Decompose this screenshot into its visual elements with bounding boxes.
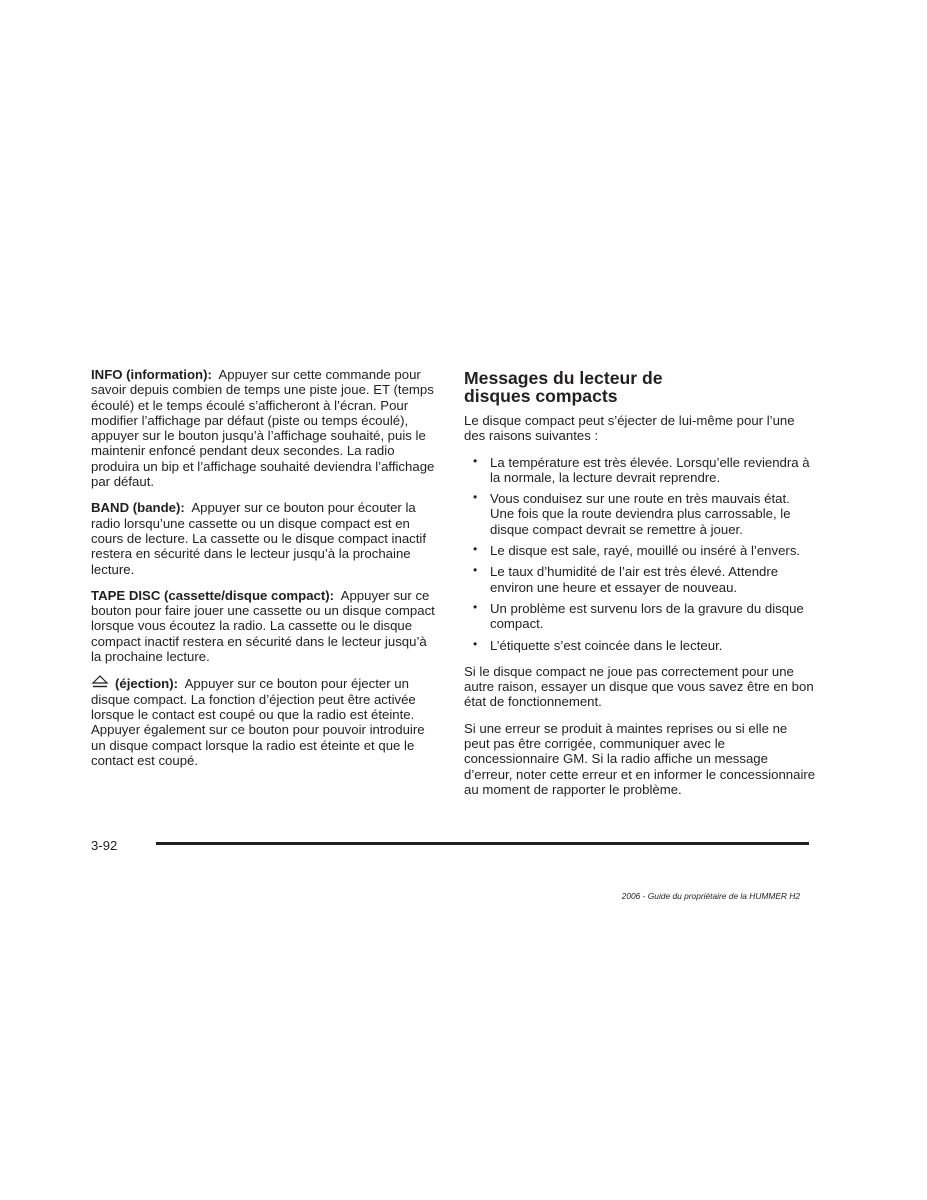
band-paragraph [91, 500, 439, 576]
footer-divider [156, 842, 809, 845]
info-term: INFO (information): [91, 367, 212, 382]
tape-disc-term: TAPE DISC (cassette/disque compact): [91, 587, 335, 603]
band-text: Appuyer sur ce bouton pour écouter la radio lorsqu’une cassette ou un disque compact est en cours de lecture. La cassette ou le disque compact inactif restera en sécurité dans le lecteur jusqu’à la prochaine lecture. [91, 500, 426, 577]
right-column [464, 367, 816, 808]
list-item [464, 564, 816, 595]
list-item-text: Un problème est survenu lors de la gravure du disque compact. [490, 600, 804, 632]
list-item [464, 543, 816, 558]
section-title: Messages du lecteur de disques compacts [464, 368, 663, 406]
eject-term: (éjection): [115, 676, 179, 692]
bullet-icon: • [473, 563, 478, 578]
eject-paragraph [91, 675, 439, 768]
band-term: BAND (bande): [91, 500, 185, 516]
info-text: Appuyer sur cette commande pour savoir depuis combien de temps une piste joue. ET (temps écoulé) et le temps écoulé s’afficheront à l’écran. Pour modifier l’affichage par défaut (piste ou temps écoulé), appuyer sur le bouton jusqu’à l’affichage souhaité, puis le maintenir enfoncé pendant deux secondes. La radio produira un bip et l’affichage souhaité deviendra l’affichage par défaut. [91, 367, 435, 490]
tape-disc-paragraph [91, 588, 439, 664]
reasons-list [464, 455, 816, 653]
info-paragraph [91, 367, 439, 489]
page-number: 3-92 [91, 838, 118, 853]
list-item [464, 455, 816, 486]
bullet-icon: • [473, 542, 478, 557]
list-item-text: Le disque est sale, rayé, mouillé ou inséré à l’envers. [490, 543, 801, 559]
list-item-text: La température est très élevée. Lorsqu’elle reviendra à la normale, la lecture devrait reprendre. [490, 454, 810, 485]
footer-credit: 2006 - Guide du propriétaire de la HUMMER H2 [621, 891, 800, 901]
list-item [464, 601, 816, 632]
list-item-text: Le taux d’humidité de l’air est très élevé. Attendre environ une heure et essayer de nouveau. [490, 564, 779, 595]
list-item [464, 491, 816, 537]
list-item [464, 638, 816, 653]
error-paragraph: Si une erreur se produit à maintes reprises ou si elle ne peut pas être corrigée, communiquer avec le concessionnaire GM. Si la radio affiche un message d’erreur, noter cette erreur et en informer le concessionnaire au moment de rapporter le problème. [464, 720, 816, 797]
intro-paragraph: Le disque compact peut s’éjecter de lui-même pour l’une des raisons suivantes : [464, 413, 795, 444]
tape-disc-text: Appuyer sur ce bouton pour faire jouer une cassette ou un disque compact lorsque vous écoutez la radio. La cassette ou le disque compact inactif restera en sécurité dans le lecteur jusqu’à la prochaine lecture. [91, 587, 435, 665]
eject-text: Appuyer sur ce bouton pour éjecter un disque compact. La fonction d’éjection peut être activée lorsque le contact est coupé ou que la radio est éteinte. Appuyer également sur ce bouton pour pouvoir introduire un disque compact lorsque la radio est éteinte et que le contact est coupé. [91, 676, 425, 768]
list-item-text: L’étiquette s’est coincée dans le lecteur. [490, 637, 723, 653]
left-column [91, 367, 439, 779]
bullet-icon: • [473, 636, 478, 651]
list-item-text: Vous conduisez sur une route en très mauvais état. Une fois que la route deviendra plus carrossable, le disque compact devrait se remettre à jouer. [490, 491, 791, 537]
no-play-paragraph: Si le disque compact ne joue pas correctement pour une autre raison, essayer un disque que vous savez être en bon état de fonctionnement. [464, 663, 814, 710]
eject-icon [91, 675, 109, 689]
bullet-icon: • [473, 599, 478, 614]
bullet-icon: • [473, 490, 478, 505]
bullet-icon: • [473, 453, 478, 468]
